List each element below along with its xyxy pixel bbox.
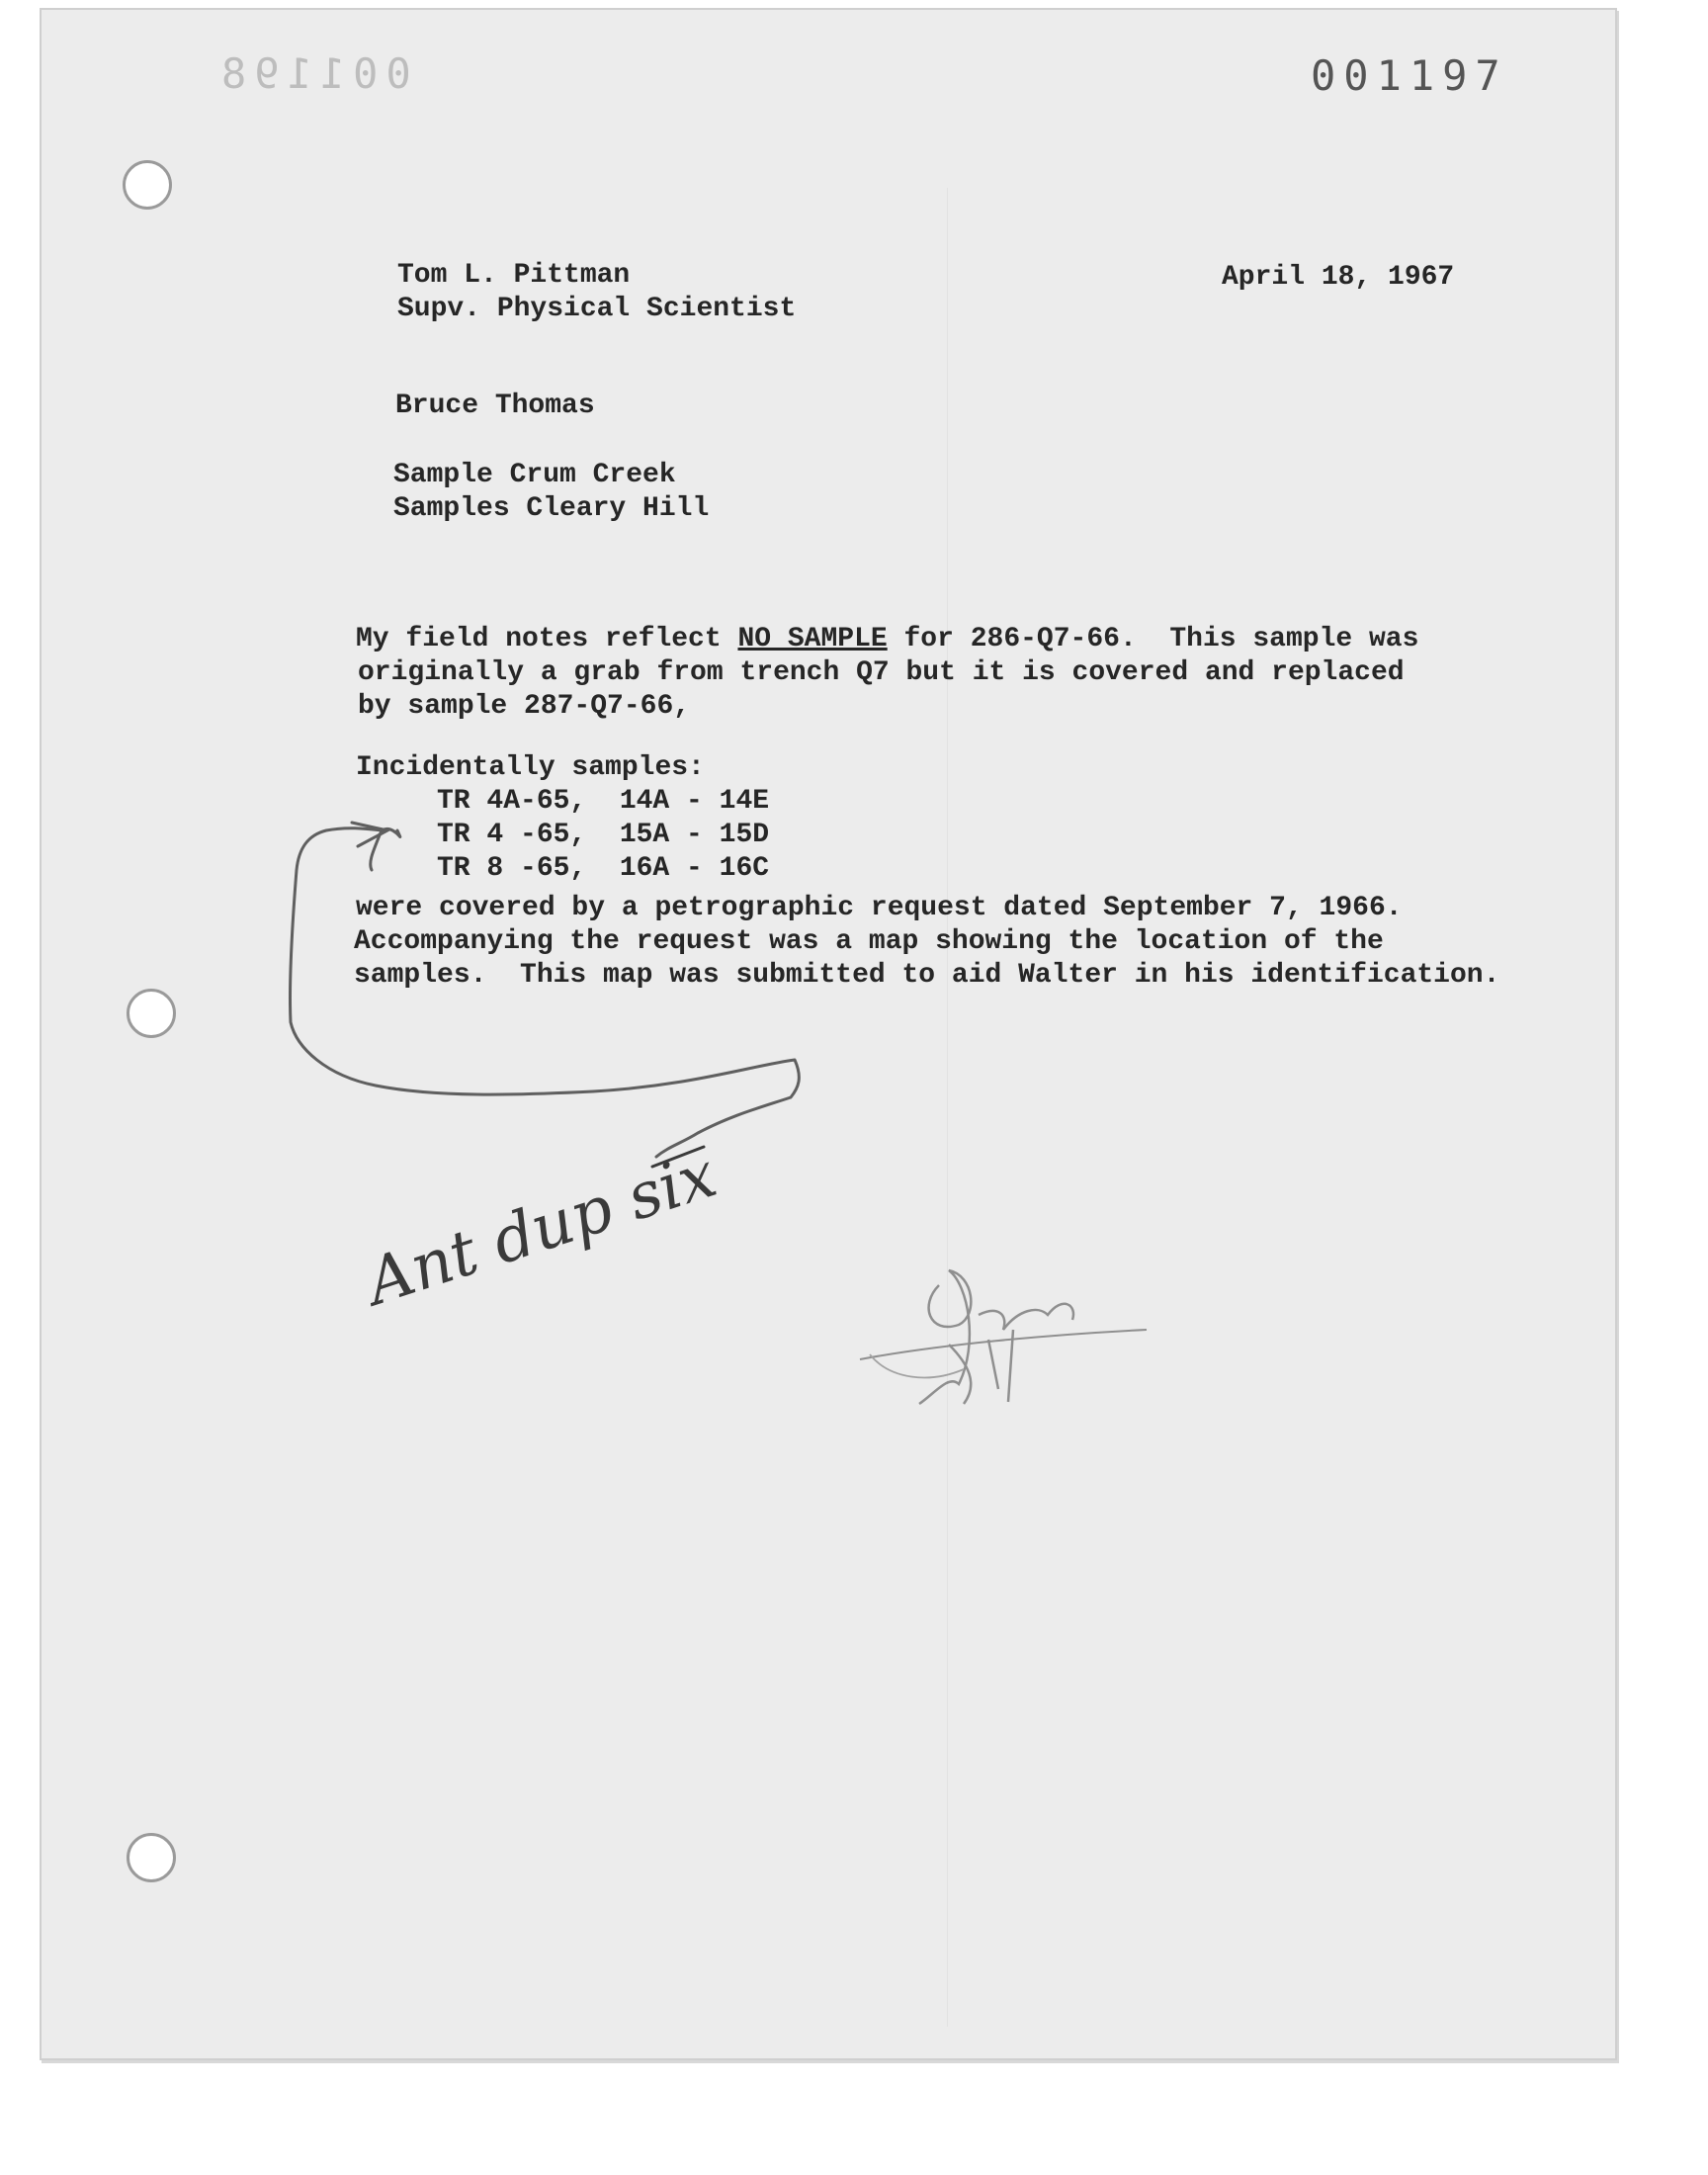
incidentally-label: Incidentally samples: xyxy=(356,752,705,783)
paragraph1-line3: by sample 287-Q7-66, xyxy=(358,691,691,722)
paragraph2-line3: samples. This map was submitted to aid Walter in his identification. xyxy=(354,960,1500,991)
arrow-head xyxy=(352,823,387,846)
document-stamp-number: 001197 xyxy=(1311,51,1508,100)
handwritten-note xyxy=(353,1139,725,1322)
sample-row-3: TR 8 -65, 16A - 16C xyxy=(437,853,770,884)
to-name: Bruce Thomas xyxy=(395,391,595,421)
stamp-bleed-through: 001198 xyxy=(214,49,411,98)
no-sample-emphasis: NO SAMPLE xyxy=(737,624,888,654)
sample-row-2: TR 4 -65, 15A - 15D xyxy=(437,820,770,850)
signature xyxy=(860,1270,1147,1404)
sample-row-1: TR 4A-65, 14A - 14E xyxy=(437,786,770,817)
paragraph1-line2: originally a grab from trench Q7 but it is covered and replaced xyxy=(358,657,1405,688)
from-title: Supv. Physical Scientist xyxy=(397,294,797,324)
memo-date: April 18, 1967 xyxy=(1222,262,1455,293)
from-name: Tom L. Pittman xyxy=(397,260,631,291)
subject-line-2: Samples Cleary Hill xyxy=(393,493,710,524)
handwritten-note-text: Ant dup six xyxy=(358,1138,726,1321)
paragraph1-line1-post: for 286-Q7-66. This sample was xyxy=(887,624,1419,654)
paragraph2-line1: were covered by a petrographic request dated September 7, 1966. xyxy=(356,893,1403,923)
handwritten-arrow xyxy=(290,828,799,1157)
paragraph1-line1-pre: My field notes reflect xyxy=(356,624,738,654)
subject-line-1: Sample Crum Creek xyxy=(393,460,676,490)
paragraph2-line2: Accompanying the request was a map showing the location of the xyxy=(354,926,1384,957)
